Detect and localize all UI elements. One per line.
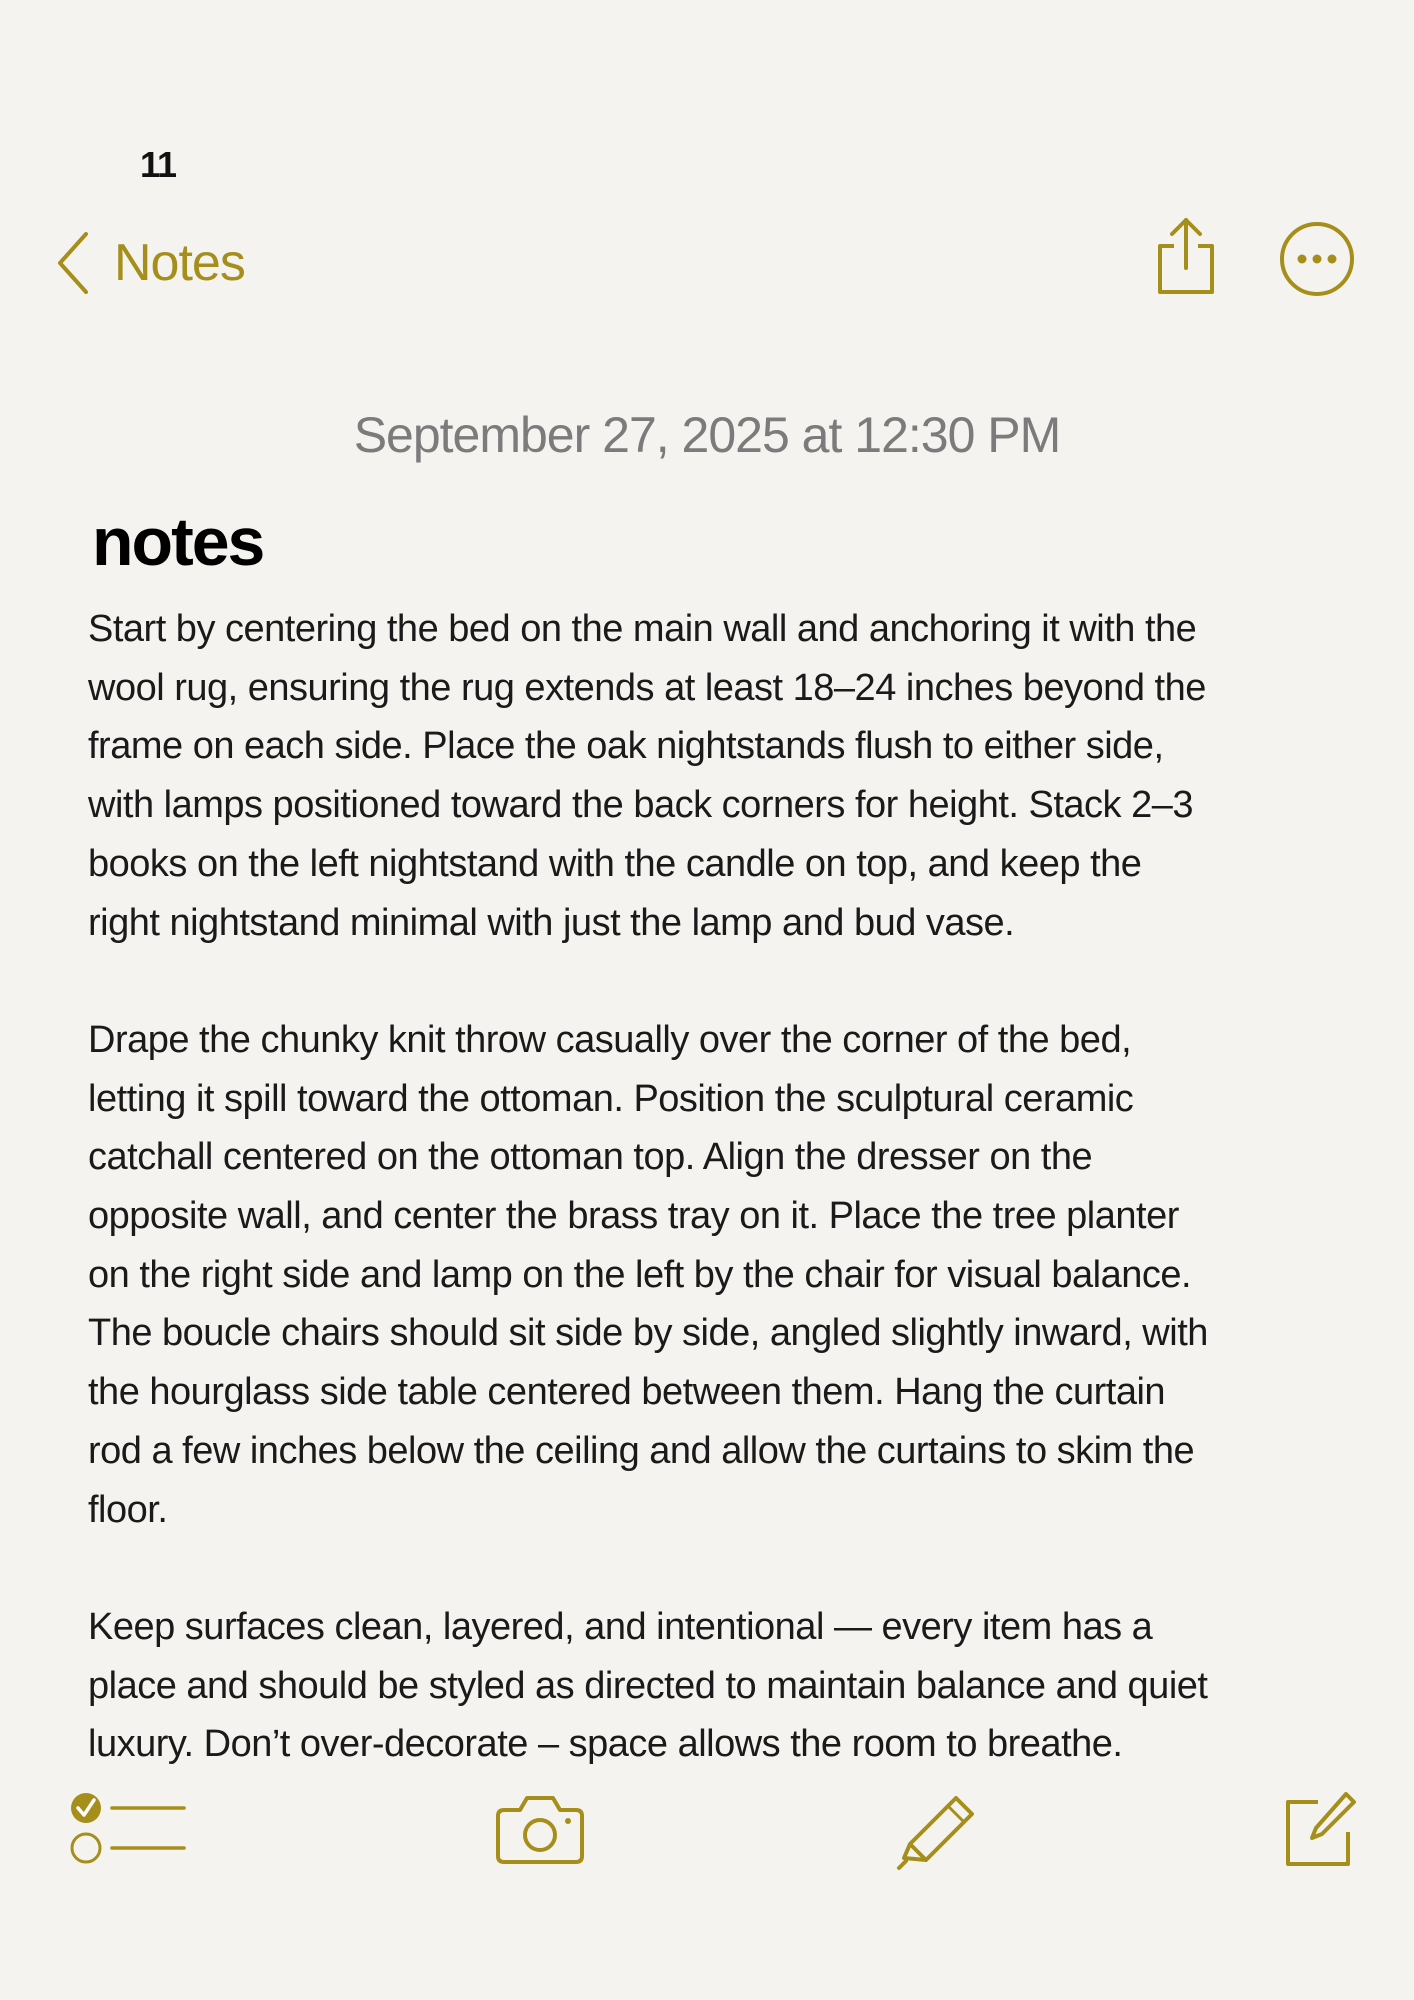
back-button[interactable] — [54, 228, 245, 298]
share-button[interactable] — [1154, 216, 1218, 296]
camera-icon — [494, 1792, 586, 1866]
note-paragraph: Keep surfaces clean, layered, and intentional — every item has a place and should be styled as directed to maintain balance and quiet luxury. Don’t over-decorate – space allows the room to breathe. — [88, 1605, 1208, 1766]
checklist-icon — [68, 1790, 188, 1870]
markup-button[interactable] — [896, 1792, 976, 1872]
status-bar-time: 11 — [140, 144, 177, 185]
back-button-label: Notes — [114, 234, 245, 292]
share-icon — [1154, 216, 1218, 296]
camera-button[interactable] — [494, 1792, 586, 1866]
more-options-button[interactable] — [1278, 220, 1356, 298]
more-icon — [1278, 220, 1356, 298]
note-title[interactable]: notes — [92, 504, 264, 580]
note-paragraph: Start by centering the bed on the main wall and anchoring it with the wool rug, ensuring the rug extends at least 18–24 inches beyond the frame on each side. Place the oak nightstands flush to either side, with lamps positioned toward the back corners for height. Stack 2–3 books on the left nightstand with the candle on top, and keep the right nightstand minimal with just the lamp and bud vase. — [88, 608, 1206, 944]
compose-button[interactable] — [1282, 1790, 1358, 1868]
pen-icon — [896, 1792, 976, 1872]
note-date: September 27, 2025 at 12:30 PM — [353, 407, 1061, 463]
compose-icon — [1282, 1790, 1358, 1868]
note-body[interactable] — [88, 600, 1348, 1833]
chevron-left-icon — [54, 230, 94, 296]
note-paragraph: Drape the chunky knit throw casually over the corner of the bed, letting it spill toward the ottoman. Position the sculptural ceramic catchall centered on the ottoman top. Align the dresser on the opposite wall, and center the brass tray on it. Place the tree planter on the right side and lamp on the left by the chair for visual balance. The boucle chairs should sit side by side, angled slightly inward, with the hourglass side table centered between them. Hang the curtain rod a few inches below the ceiling and allow the curtains to skim the floor. — [88, 1018, 1208, 1531]
checklist-button[interactable] — [68, 1790, 188, 1870]
